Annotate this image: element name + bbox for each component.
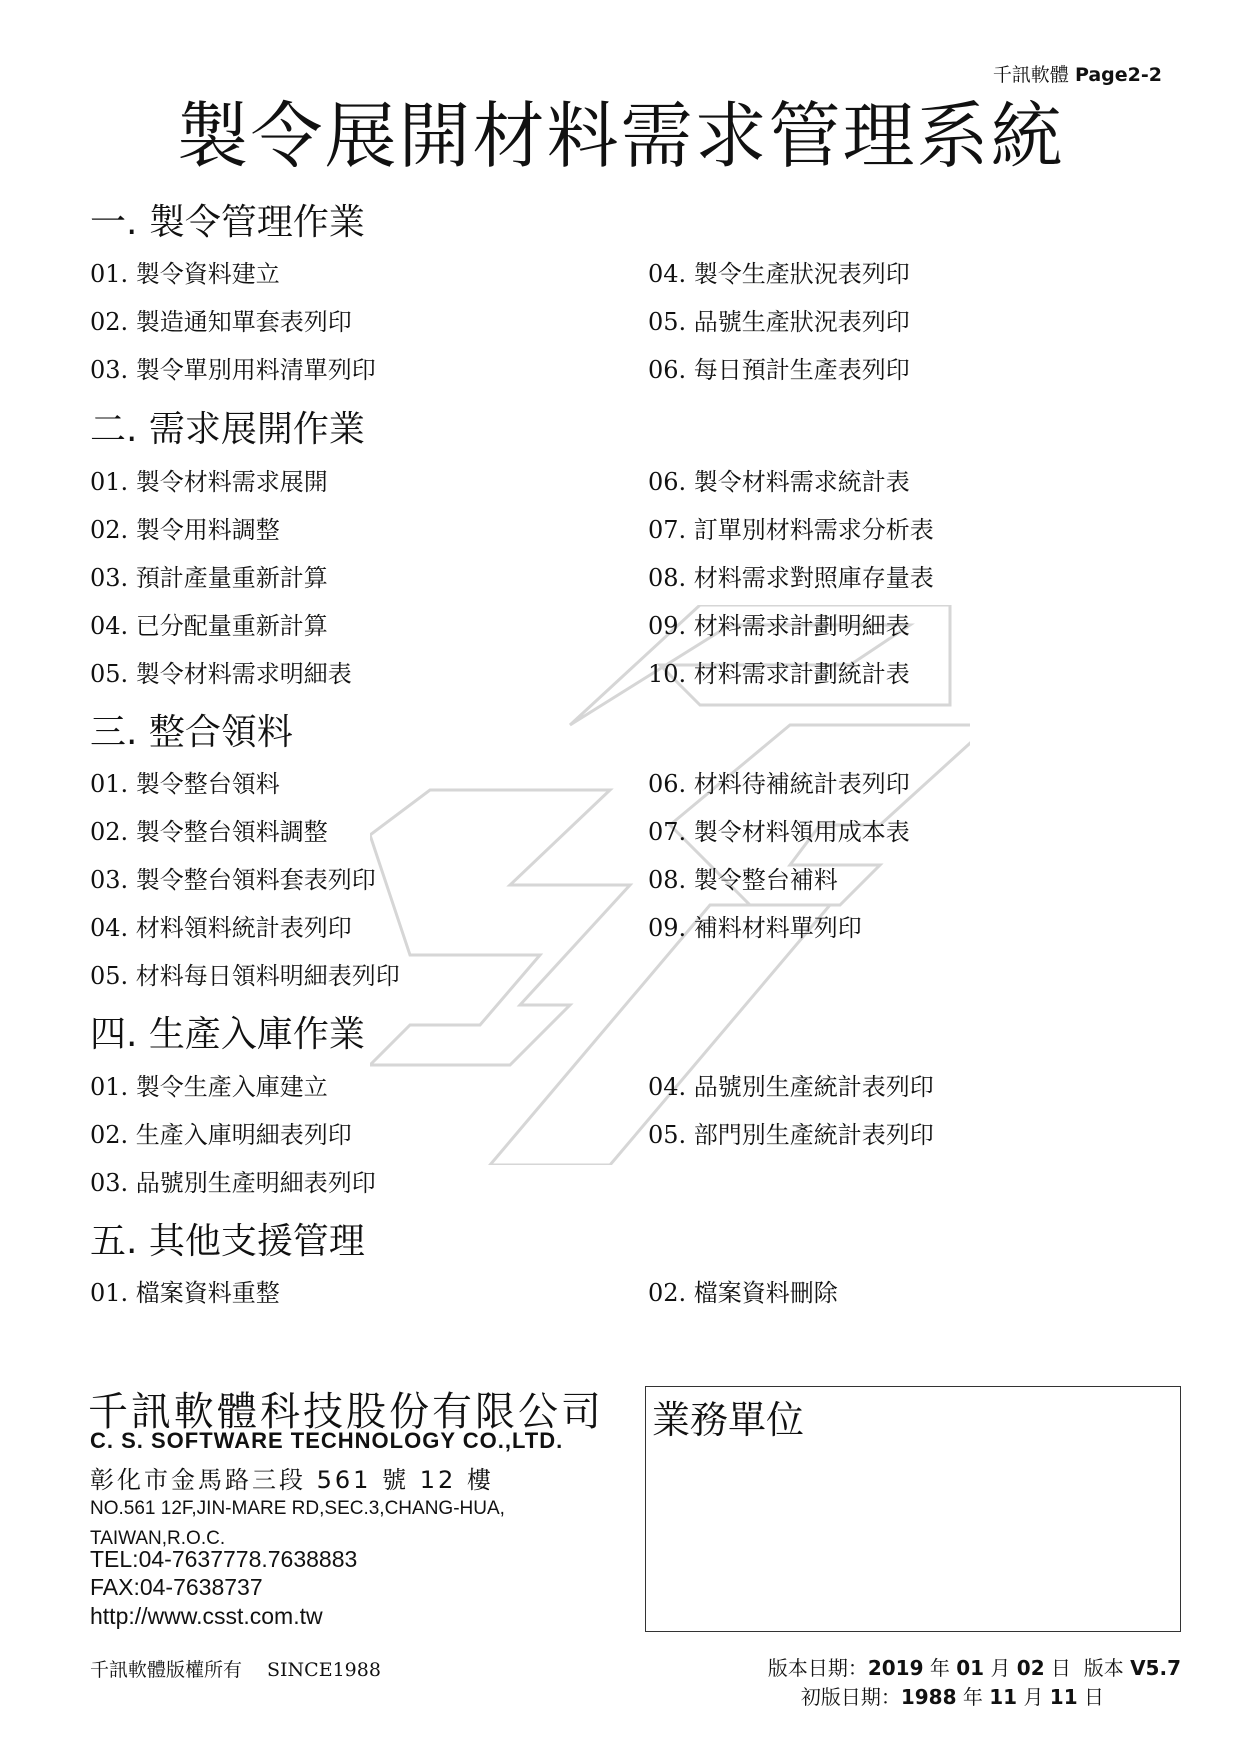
menu-item: 09. 補料材料單列印 [648,914,862,942]
section-title: 五. 其他支援管理 [90,1221,365,1262]
website-link[interactable]: http://www.csst.com.tw [90,1603,323,1629]
first-release-date: 初版日期：1988 年 11 月 11 日 [800,1685,1104,1709]
version-number: V5.7 [1130,1656,1181,1680]
company-name-cn: 千訊軟體科技股份有限公司 [88,1389,604,1435]
section-title: 四. 生產入庫作業 [90,1014,365,1055]
menu-item: 05. 製令材料需求明細表 [90,660,352,688]
address-cn: 彰化市金馬路三段 561 號 12 樓 [90,1466,494,1494]
menu-item: 04. 材料領料統計表列印 [90,914,352,942]
menu-item: 07. 訂單別材料需求分析表 [648,516,934,544]
menu-item: 03. 預計產量重新計算 [90,564,328,592]
menu-item: 05. 材料每日領料明細表列印 [90,962,400,990]
company-short: 千訊軟體 [992,64,1069,86]
menu-item: 08. 材料需求對照庫存量表 [648,564,934,592]
sales-department-box [645,1386,1181,1632]
section-title: 一. 製令管理作業 [90,202,365,243]
menu-item: 03. 品號別生產明細表列印 [90,1169,376,1197]
menu-item: 09. 材料需求計劃明細表 [648,612,910,640]
sales-department-label: 業務單位 [652,1398,805,1442]
telephone: TEL:04-7637778.7638883 [90,1546,358,1572]
menu-item: 01. 製令材料需求展開 [90,468,328,496]
menu-item: 01. 檔案資料重整 [90,1279,280,1307]
company-name-en: C. S. SOFTWARE TECHNOLOGY CO.,LTD. [90,1428,564,1453]
menu-item: 03. 製令單別用料清單列印 [90,356,376,384]
page-label: Page2-2 [1074,64,1162,86]
menu-item: 05. 品號生產狀況表列印 [648,308,910,336]
menu-item: 06. 製令材料需求統計表 [648,468,910,496]
menu-item: 02. 生產入庫明細表列印 [90,1121,352,1149]
menu-item: 02. 檔案資料刪除 [648,1279,838,1307]
menu-item: 02. 製令整台領料調整 [90,818,328,846]
menu-item: 03. 製令整台領料套表列印 [90,866,376,894]
menu-item: 02. 製令用料調整 [90,516,280,544]
section-title: 二. 需求展開作業 [90,409,365,450]
menu-item: 08. 製令整台補料 [648,866,838,894]
menu-item: 06. 每日預計生產表列印 [648,356,910,384]
menu-item: 05. 部門別生產統計表列印 [648,1121,934,1149]
menu-item: 04. 製令生產狀況表列印 [648,260,910,288]
menu-item: 01. 製令整台領料 [90,770,280,798]
copyright: 千訊軟體版權所有 SINCE1988 [90,1659,381,1681]
menu-item: 01. 製令資料建立 [90,260,280,288]
version-date: 版本日期：2019 年 01 月 02 日 版本 V5.7 [767,1656,1181,1680]
address-en: NO.561 12F,JIN-MARE RD,SEC.3,CHANG-HUA, TAIWAN,R.O.C. [90,1498,505,1549]
page-title: 製令展開材料需求管理系統 [176,94,1065,178]
menu-item: 02. 製造通知單套表列印 [90,308,352,336]
menu-item: 10. 材料需求計劃統計表 [648,660,910,688]
fax: FAX:04-7638737 [90,1574,263,1600]
menu-item: 06. 材料待補統計表列印 [648,770,910,798]
section-title: 三. 整合領料 [90,712,293,753]
menu-item: 01. 製令生產入庫建立 [90,1073,328,1101]
menu-item: 04. 品號別生產統計表列印 [648,1073,934,1101]
menu-item: 04. 已分配量重新計算 [90,612,328,640]
menu-item: 07. 製令材料領用成本表 [648,818,910,846]
